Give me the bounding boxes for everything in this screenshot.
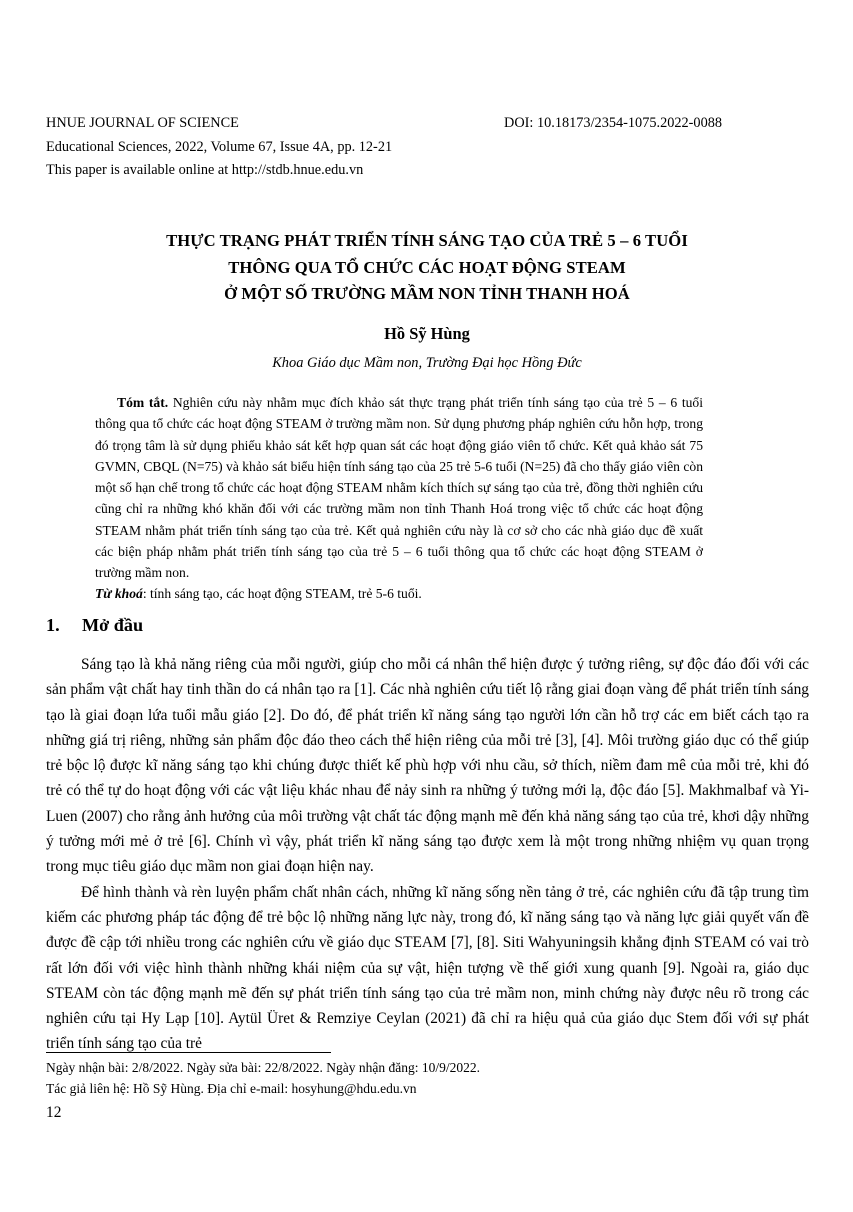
body-text — [46, 652, 809, 1057]
footnote-contact: Tác giả liên hệ: Hồ Sỹ Hùng. Địa chỉ e-mail: hosyhung@hdu.edu.vn — [46, 1080, 417, 1096]
journal-name: HNUE JOURNAL OF SCIENCE — [46, 115, 239, 131]
page-title — [46, 228, 808, 308]
title-line-2: THÔNG QUA TỔ CHỨC CÁC HOẠT ĐỘNG STEAM — [228, 257, 626, 277]
keywords-text: : tính sáng tạo, các hoạt động STEAM, trẻ 5-6 tuổi. — [142, 586, 422, 601]
keywords-line — [95, 583, 703, 604]
section-heading-1 — [46, 612, 143, 638]
abstract-label: Tóm tắt. — [117, 395, 169, 410]
author-block — [46, 322, 808, 375]
footnote-block — [46, 1058, 646, 1099]
journal-masthead — [46, 112, 808, 183]
keywords-label: Từ khoá — [95, 586, 143, 601]
availability-line: This paper is available online at http://stdb.hnue.edu.vn — [46, 162, 364, 178]
abstract-text: Nghiên cứu này nhằm mục đích khảo sát thực trạng phát triển tính sáng tạo của trẻ 5 – 6 tuổi thông qua tổ chức các hoạt động STEAM ở trường mầm non. Sử dụng phương pháp nghiên cứu hỗn hợp, trong đó trọng tâm là sử dụng phiếu khảo sát kết hợp quan sát các hoạt động giáo viên tổ chức. Kết quả khảo sát 75 GVMN, CBQL (N=75) và khảo sát biểu hiện tính sáng tạo của 25 trẻ 5-6 tuổi (N=25) đã cho thấy giáo viên còn một số hạn chế trong tổ chức các hoạt động STEAM nhằm kích thích sự sáng tạo của trẻ, đồng thời nghiên cứu cũng chỉ ra những khó khăn đối với các trường mầm non tỉnh Thanh Hoá trong việc tổ chức các hoạt động STEAM nhằm phát triển tính sáng tạo của trẻ. Kết quả nghiên cứu này là cơ sở cho các nhà giáo dục đề xuất các biện pháp nhằm phát triển tính sáng tạo của trẻ 5 – 6 tuổi thông qua tổ chức các hoạt động STEAM ở trường mầm non. — [95, 395, 703, 581]
abstract-block — [95, 392, 703, 584]
page-number: 12 — [46, 1104, 62, 1121]
abstract-paragraph — [95, 392, 703, 584]
section-title: Mở đầu — [82, 615, 144, 635]
title-line-3: Ở MỘT SỐ TRƯỜNG MẦM NON TỈNH THANH HOÁ — [224, 284, 630, 303]
doi-text: DOI: 10.18173/2354-1075.2022-0088 — [504, 115, 723, 131]
footnote-divider — [46, 1052, 331, 1053]
section-number: 1. — [46, 615, 60, 635]
issue-line: Educational Sciences, 2022, Volume 67, Issue 4A, pp. 12-21 — [46, 138, 393, 155]
masthead-first-row — [46, 112, 808, 136]
footnote-dates: Ngày nhận bài: 2/8/2022. Ngày sửa bài: 22/8/2022. Ngày nhận đăng: 10/9/2022. — [46, 1060, 481, 1075]
author-name: Hồ Sỹ Hùng — [384, 324, 470, 343]
body-paragraph-2: Để hình thành và rèn luyện phẩm chất nhân cách, những kĩ năng sống nền tảng ở trẻ, các nghiên cứu đã tập trung tìm kiếm các phương pháp tác động để trẻ bộc lộ những năng lực này, trong đó, kĩ năng sáng tạo và năng lực giải quyết vấn đề được đề cập tới nhiều trong các nghiên cứu về giáo dục STEAM [7], [8]. Siti Wahyuningsih khẳng định STEAM có vai trò rất lớn đối với việc hình thành những khái niệm của sự vật, hiện tượng về thế giới xung quanh [9]. Ngoài ra, giáo dục STEAM còn tác động mạnh mẽ đến sự phát triển tính sáng tạo của trẻ mầm non, minh chứng này được nêu rõ trong các nghiên cứu tại Hy Lạp [10]. Aytül Üret & Remziye Ceylan (2021) đã chỉ ra hiệu quả của giáo dục Stem đối với sự phát triển tính sáng tạo của trẻ — [46, 883, 809, 1053]
title-line-1: THỰC TRẠNG PHÁT TRIỂN TÍNH SÁNG TẠO CỦA TRẺ 5 – 6 TUỔI — [166, 231, 688, 250]
author-affiliation: Khoa Giáo dục Mầm non, Trường Đại học Hồng Đức — [272, 355, 582, 371]
body-paragraph-1: Sáng tạo là khả năng riêng của mỗi người, giúp cho mỗi cá nhân thể hiện được ý tưởng riêng, sự độc đáo đối với các sản phẩm vật chất hay tinh thần do cá nhân tạo ra [1]. Các nhà nghiên cứu tiết lộ rằng giai đoạn vàng để phát triển tính sáng tạo là giai đoạn lứa tuổi mẫu giáo [2]. Do đó, để phát triển kĩ năng sáng tạo người lớn cần hỗ trợ các em biết cách tạo ra những giá trị riêng, những sản phẩm độc đáo theo cách thể hiện riêng của mỗi trẻ [3], [4]. Môi trường giáo dục có thể giúp trẻ bộc lộ được kĩ năng sáng tạo khi chúng được thiết kế phù hợp với nhu cầu, sở thích, niềm đam mê của mỗi trẻ, khi đó trẻ có thể tự do hoạt động với các vật liệu khác nhau để nảy sinh ra những ý tưởng mới lạ, độc đáo [5]. Makhmalbaf và Yi-Luen (2007) cho rằng ảnh hưởng của môi trường vật chất tác động mạnh mẽ đến khả năng sáng tạo của trẻ, khơi dậy những ý tưởng mới mẻ ở trẻ [6]. Chính vì vậy, phát triển kĩ năng sáng tạo được xem là một trong những nhiệm vụ quan trọng trong mục tiêu giáo dục mầm non giai đoạn hiện nay. — [46, 656, 809, 876]
